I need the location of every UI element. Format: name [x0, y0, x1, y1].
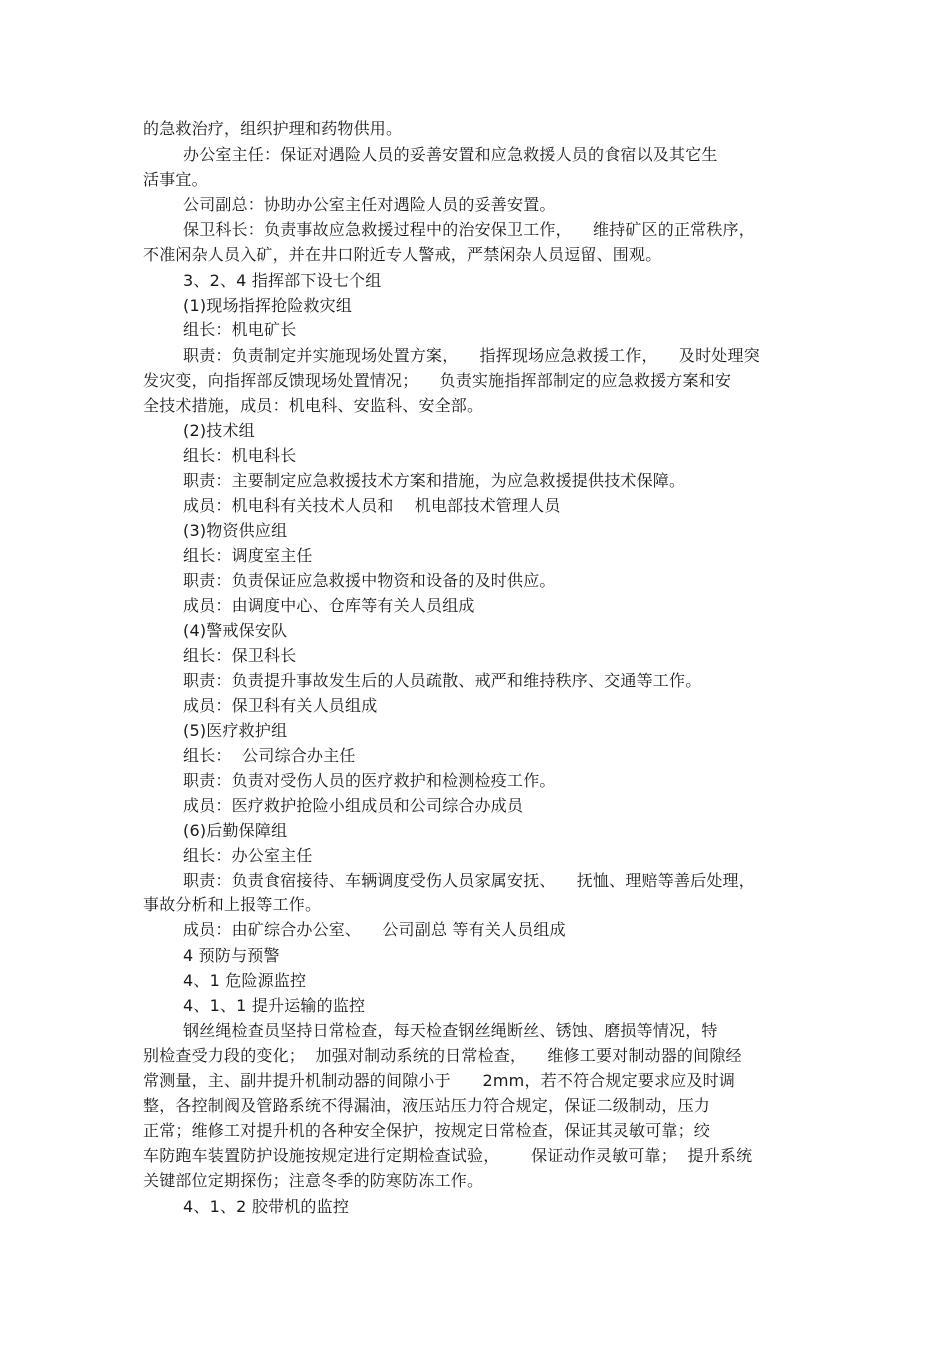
text-line: 职责：负责制定并实施现场处置方案， 指挥现场应急救援工作， 及时处理突	[183, 346, 760, 365]
group-heading: (4)警戒保安队	[183, 621, 288, 640]
text-line: 常测量，主、副井提升机制动器的间隙小于 2mm，若不符合规定要求应及时调	[143, 1071, 736, 1090]
text-line: 组长：机电矿长	[183, 320, 297, 339]
section-heading: 4、1、1 提升运输的监控	[183, 996, 366, 1015]
text-line: 组长：保卫科长	[183, 646, 297, 665]
section-heading: 4、1、2 胶带机的监控	[183, 1197, 350, 1216]
group-heading: (6)后勤保障组	[183, 821, 288, 840]
text-line: 钢丝绳检查员坚持日常检查，每天检查钢丝绳断丝、锈蚀、磨损等情况，特	[183, 1021, 718, 1040]
text-line: 事故分析和上报等工作。	[143, 895, 322, 914]
text-line: 职责：负责保证应急救援中物资和设备的及时供应。	[183, 571, 556, 590]
text-line: 成员：由矿综合办公室、 公司副总 等有关人员组成	[183, 920, 566, 939]
text-line: 职责：负责食宿接待、车辆调度受伤人员家属安抚、 抚恤、理赔等善后处理，	[183, 871, 755, 890]
text-line: 组长：调度室主任	[183, 546, 313, 565]
group-heading: (5)医疗救护组	[183, 721, 288, 740]
text-line: 办公室主任：保证对遇险人员的妥善安置和应急救援人员的食宿以及其它生	[183, 145, 718, 164]
text-line: 保卫科长：负责事故应急救援过程中的治安保卫工作， 维持矿区的正常秩序，	[183, 220, 755, 239]
text-line: 发灾变，向指挥部反馈现场处置情况； 负责实施指挥部制定的应急救援方案和安	[143, 371, 732, 390]
text-line: 成员：医疗救护抢险小组成员和公司综合办成员	[183, 796, 524, 815]
text-line: 别检查受力段的变化； 加强对制动系统的日常检查， 维修工要对制动器的间隙经	[143, 1046, 742, 1065]
group-heading: (2)技术组	[183, 421, 255, 440]
section-heading: 4 预防与预警	[183, 946, 280, 965]
text-line: 职责：负责提升事故发生后的人员疏散、戒严和维持秩序、交通等工作。	[183, 671, 702, 690]
text-line: 活事宜。	[143, 170, 208, 189]
text-line: 正常；维修工对提升机的各种安全保护，按规定日常检查，保证其灵敏可靠；绞	[143, 1121, 711, 1140]
text-line: 职责：负责对受伤人员的医疗救护和检测检疫工作。	[183, 771, 556, 790]
text-line: 的急救治疗，组织护理和药物供用。	[143, 119, 403, 138]
text-line: 公司副总：协助办公室主任对遇险人员的妥善安置。	[183, 195, 556, 214]
text-line: 关键部位定期探伤；注意冬季的防寒防冻工作。	[143, 1171, 484, 1190]
group-heading: (1)现场指挥抢险救灾组	[183, 296, 353, 315]
text-line: 成员：机电科有关技术人员和 机电部技术管理人员	[183, 496, 561, 515]
section-heading: 4、1 危险源监控	[183, 971, 307, 990]
text-line: 车防跑车装置防护设施按规定进行定期检查试验， 保证动作灵敏可靠； 提升系统	[143, 1146, 753, 1165]
text-line: 组长：机电科长	[183, 446, 297, 465]
text-line: 成员：由调度中心、仓库等有关人员组成	[183, 596, 475, 615]
text-line: 整，各控制阀及管路系统不得漏油，液压站压力符合规定，保证二级制动，压力	[143, 1096, 711, 1115]
text-line: 不准闲杂人员入矿，并在井口附近专人警戒，严禁闲杂人员逗留、围观。	[143, 245, 662, 264]
group-heading: (3)物资供应组	[183, 521, 288, 540]
text-line: 全技术措施，成员：机电科、安监科、安全部。	[143, 396, 484, 415]
text-line: 组长：办公室主任	[183, 846, 313, 865]
text-line: 成员：保卫科有关人员组成	[183, 696, 378, 715]
section-heading: 3、2、4 指挥部下设七个组	[183, 271, 382, 290]
text-line: 组长： 公司综合办主任	[183, 746, 356, 765]
text-line: 职责：主要制定应急救援技术方案和措施，为应急救援提供技术保障。	[183, 471, 686, 490]
